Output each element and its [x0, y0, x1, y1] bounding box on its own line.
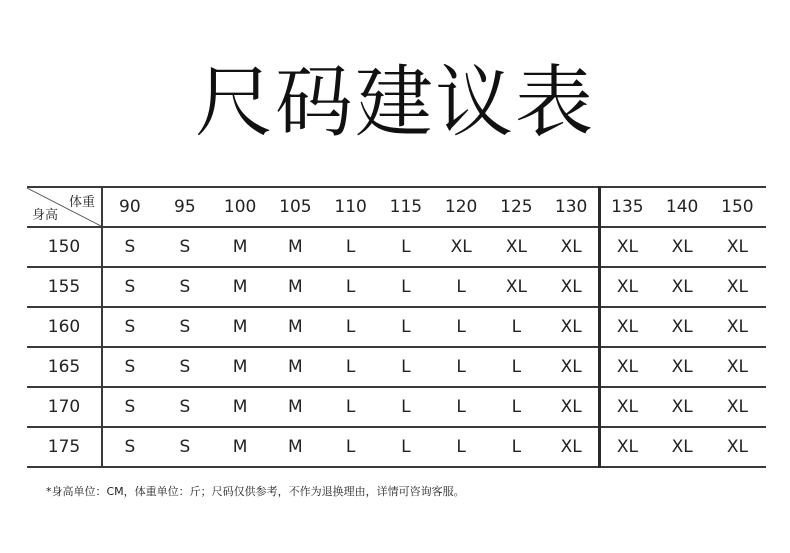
- height-label: 165: [27, 347, 102, 387]
- size-cell: L: [434, 307, 489, 347]
- size-chart-body: [27, 187, 765, 467]
- size-cell: S: [157, 427, 212, 467]
- size-cell: XL: [710, 307, 765, 347]
- weight-header: 130: [544, 187, 599, 227]
- size-cell: L: [378, 227, 433, 267]
- size-cell: L: [323, 307, 378, 347]
- size-cell: L: [323, 387, 378, 427]
- corner-weight-label: 体重: [68, 195, 95, 210]
- footnote: *身高单位：CM，体重单位：斤；尺码仅供参考，不作为退换理由，详情可咨询客服。: [46, 485, 465, 498]
- size-cell: M: [213, 227, 268, 267]
- size-cell: L: [489, 387, 544, 427]
- size-cell: XL: [544, 347, 599, 387]
- size-cell: XL: [599, 267, 654, 307]
- size-cell: M: [268, 427, 323, 467]
- size-cell: M: [268, 387, 323, 427]
- size-cell: XL: [655, 347, 710, 387]
- size-row: [27, 387, 765, 427]
- size-cell: XL: [544, 307, 599, 347]
- size-cell: S: [102, 267, 157, 307]
- size-cell: L: [434, 347, 489, 387]
- size-cell: XL: [655, 267, 710, 307]
- size-cell: L: [378, 307, 433, 347]
- height-label: 175: [27, 427, 102, 467]
- size-cell: L: [323, 347, 378, 387]
- size-row: [27, 227, 765, 267]
- size-cell: XL: [710, 227, 765, 267]
- size-cell: XL: [489, 267, 544, 307]
- size-cell: L: [378, 427, 433, 467]
- size-row: [27, 267, 765, 307]
- weight-header: 90: [102, 187, 157, 227]
- corner-cell-content: [27, 188, 101, 226]
- size-cell: S: [157, 307, 212, 347]
- size-cell: M: [268, 347, 323, 387]
- weight-header: 135: [599, 187, 654, 227]
- size-chart-table: [27, 186, 766, 468]
- size-row: [27, 307, 765, 347]
- size-cell: XL: [599, 387, 654, 427]
- size-cell: M: [213, 267, 268, 307]
- size-cell: XL: [710, 267, 765, 307]
- size-cell: L: [378, 267, 433, 307]
- size-cell: L: [434, 387, 489, 427]
- corner-height-label: 身高: [32, 208, 59, 223]
- size-cell: S: [157, 347, 212, 387]
- weight-header: 105: [268, 187, 323, 227]
- weight-header-row: [27, 187, 765, 227]
- size-cell: M: [213, 387, 268, 427]
- height-label: 160: [27, 307, 102, 347]
- size-cell: L: [489, 347, 544, 387]
- size-cell: XL: [655, 427, 710, 467]
- size-cell: XL: [655, 387, 710, 427]
- size-cell: XL: [599, 427, 654, 467]
- height-label: 150: [27, 227, 102, 267]
- size-cell: XL: [599, 347, 654, 387]
- size-cell: L: [323, 227, 378, 267]
- size-cell: XL: [710, 387, 765, 427]
- size-cell: XL: [544, 387, 599, 427]
- size-cell: S: [157, 227, 212, 267]
- weight-header: 115: [378, 187, 433, 227]
- size-row: [27, 347, 765, 387]
- size-cell: M: [268, 307, 323, 347]
- size-cell: XL: [434, 227, 489, 267]
- weight-header: 150: [710, 187, 765, 227]
- size-cell: L: [378, 387, 433, 427]
- size-cell: M: [213, 347, 268, 387]
- size-row: [27, 427, 765, 467]
- size-cell: L: [434, 427, 489, 467]
- size-cell: L: [489, 427, 544, 467]
- size-cell: XL: [599, 307, 654, 347]
- size-cell: S: [157, 387, 212, 427]
- size-cell: S: [102, 227, 157, 267]
- size-cell: L: [434, 267, 489, 307]
- size-cell: XL: [655, 227, 710, 267]
- size-cell: M: [268, 267, 323, 307]
- size-cell: L: [323, 427, 378, 467]
- size-cell: L: [489, 307, 544, 347]
- size-cell: XL: [544, 227, 599, 267]
- size-cell: S: [102, 387, 157, 427]
- weight-header: 100: [213, 187, 268, 227]
- size-cell: XL: [710, 427, 765, 467]
- weight-header: 140: [655, 187, 710, 227]
- weight-header: 125: [489, 187, 544, 227]
- weight-header: 95: [157, 187, 212, 227]
- size-cell: M: [213, 307, 268, 347]
- size-cell: XL: [544, 267, 599, 307]
- size-cell: S: [157, 267, 212, 307]
- size-cell: S: [102, 347, 157, 387]
- height-label: 155: [27, 267, 102, 307]
- weight-header: 110: [323, 187, 378, 227]
- size-cell: L: [323, 267, 378, 307]
- size-cell: XL: [710, 347, 765, 387]
- size-cell: XL: [489, 227, 544, 267]
- size-cell: L: [378, 347, 433, 387]
- height-label: 170: [27, 387, 102, 427]
- corner-cell: [27, 187, 102, 227]
- size-cell: S: [102, 427, 157, 467]
- size-cell: S: [102, 307, 157, 347]
- size-cell: XL: [655, 307, 710, 347]
- size-cell: M: [268, 227, 323, 267]
- size-cell: M: [213, 427, 268, 467]
- page-title: 尺码建议表: [194, 58, 595, 148]
- size-cell: XL: [599, 227, 654, 267]
- weight-header: 120: [434, 187, 489, 227]
- size-cell: XL: [544, 427, 599, 467]
